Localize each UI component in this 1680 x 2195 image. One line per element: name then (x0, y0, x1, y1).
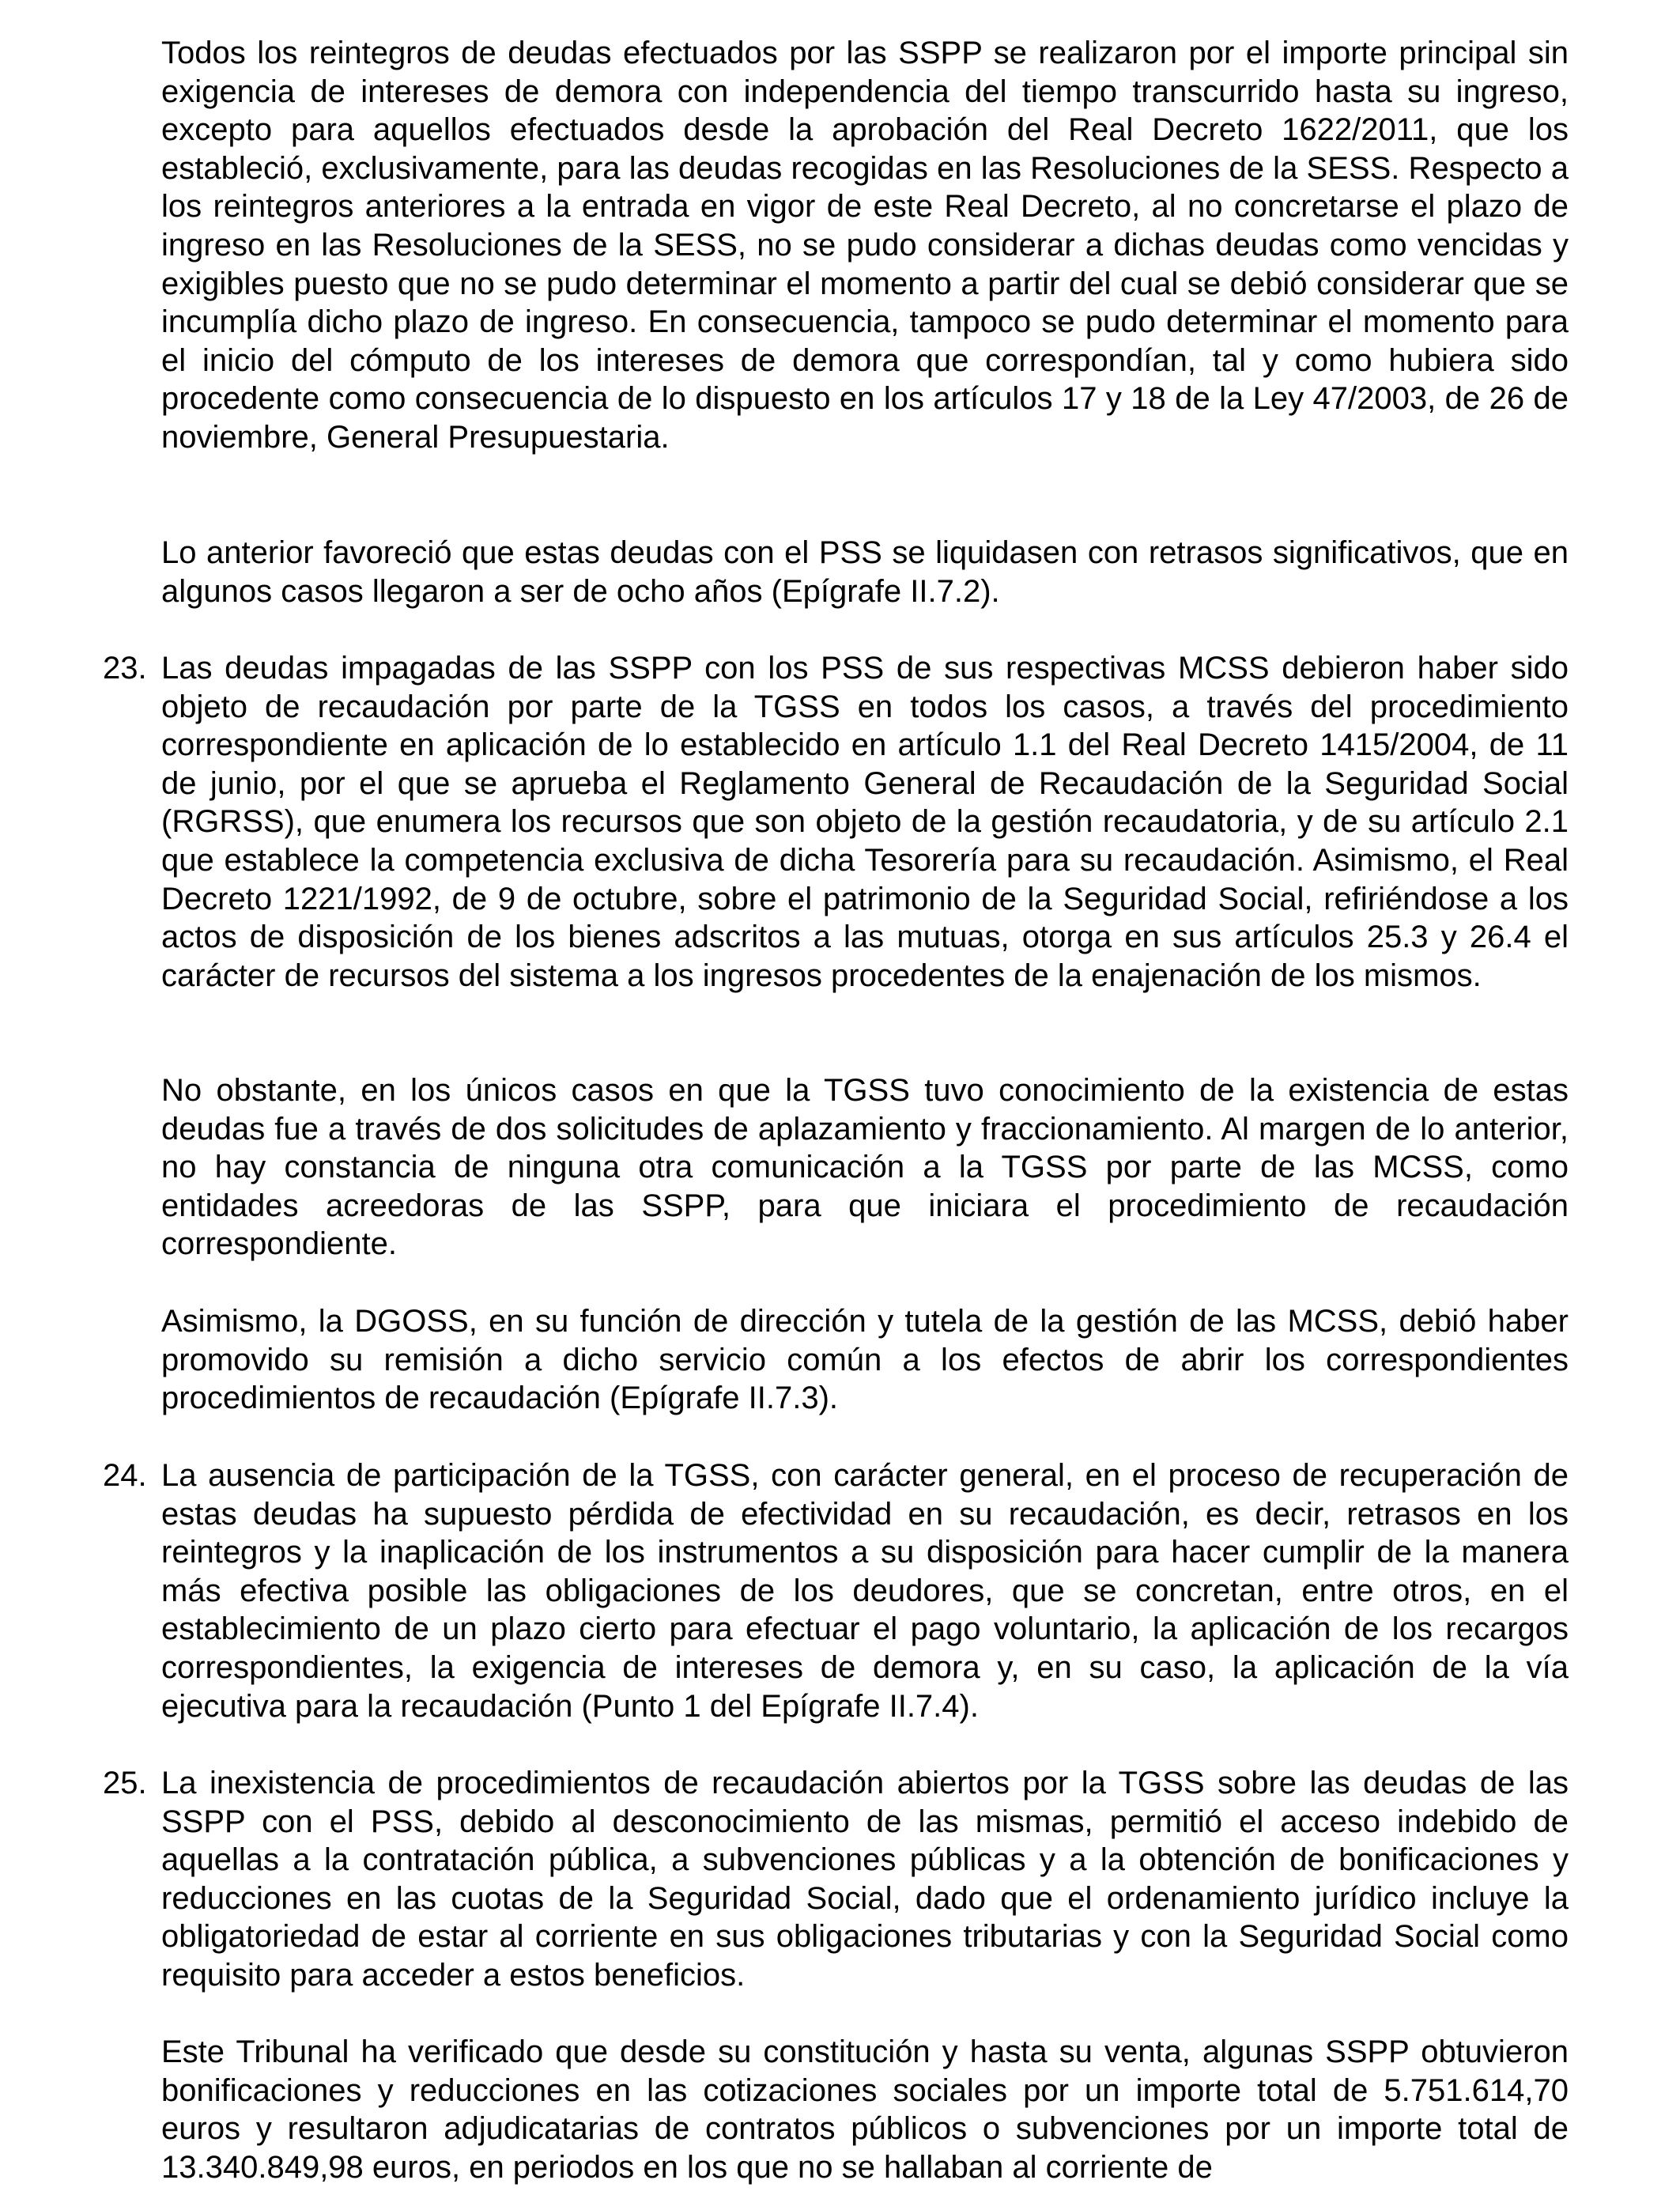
item-number-25: 25. (103, 1766, 147, 1800)
item-23-paragraph-2: No obstante, en los únicos casos en que la TGSS tuvo conocimiento de la existencia de estas deudas fue a través de dos solicitudes de aplazamiento y fraccionamiento. Al margen de lo anterior, no hay constancia de ninguna otra comunicación a la TGSS por parte de las MCSS, como entidades acreedoras de las SSPP, para que iniciara el procedimiento de recaudación correspondiente. (161, 1073, 1569, 1262)
item-23-paragraph-1: Las deudas impagadas de las SSPP con los PSS de sus respectivas MCSS debieron haber sido objeto de recaudación por parte de la TGSS en todos los casos, a través del procedimiento correspondiente en aplicación de lo establecido en artículo 1.1 del Real Decreto 1415/2004, de 11 de junio, por el que se aprueba el Reglamento General de Recaudación de la Seguridad Social (RGRSS), que enumera los recursos que son objeto de la gestión recaudatoria, y de su artículo 2.1 que establece la competencia exclusiva de dicha Tesorería para su recaudación. Asimismo, el Real Decreto 1221/1992, de 9 de octubre, sobre el patrimonio de la Seguridad Social, refiriéndose a los actos de disposición de los bienes adscritos a las mutuas, otorga en sus artículos 25.3 y 26.4 el carácter de recursos del sistema a los ingresos procedentes de la enajenación de los mismos. (161, 651, 1569, 993)
item-25-paragraph-1: La inexistencia de procedimientos de recaudación abiertos por la TGSS sobre las deudas de las SSPP con el PSS, debido al desconocimiento de las mismas, permitió el acceso indebido de aquellas a la contratación pública, a subvenciones públicas y a la obtención de bonificaciones y reducciones en las cuotas de la Seguridad Social, dado que el ordenamiento jurídico incluye la obligatoriedad de estar al corriente en sus obligaciones tributarias y con la Seguridad Social como requisito para acceder a estos beneficios. (161, 1766, 1569, 1993)
item-24-paragraph-1: La ausencia de participación de la TGSS, con carácter general, en el proceso de recuperación de estas deudas ha supuesto pérdida de efectividad en su recaudación, es decir, retrasos en los reintegros y la inaplicación de los instrumentos a su disposición para hacer cumplir de la manera más efectiva posible las obligaciones de los deudores, que se concretan, entre otros, en el establecimiento de un plazo cierto para efectuar el pago voluntario, la aplicación de los recargos correspondientes, la exigencia de intereses de demora y, en su caso, la aplicación de la vía ejecutiva para la recaudación (Punto 1 del Epígrafe II.7.4). (161, 1458, 1569, 1724)
item-25-paragraph-2: Este Tribunal ha verificado que desde su constitución y hasta su venta, algunas SSPP obtuvieron bonificaciones y reducciones en las cotizaciones sociales por un importe total de 5.751.614,70 euros y resultaron adjudicatarias de contratos públicos o subvenciones por un importe total de 13.340.849,98 euros, en periodos en los que no se hallaban al corriente de (161, 2034, 1569, 2185)
intro-paragraph-1: Todos los reintegros de deudas efectuados por las SSPP se realizaron por el importe principal sin exigencia de intereses de demora con independencia del tiempo transcurrido hasta su ingreso, excepto para aquellos efectuados desde la aprobación del Real Decreto 1622/2011, que los estableció, exclusivamente, para las deudas recogidas en las Resoluciones de la SESS. Respecto a los reintegros anteriores a la entrada en vigor de este Real Decreto, al no concretarse el plazo de ingreso en las Resoluciones de la SESS, no se pudo considerar a dichas deudas como vencidas y exigibles puesto que no se pudo determinar el momento a partir del cual se debió considerar que se incumplía dicho plazo de ingreso. En consecuencia, tampoco se pudo determinar el momento para el inicio del cómputo de los intereses de demora que correspondían, tal y como hubiera sido procedente como consecuencia de lo dispuesto en los artículos 17 y 18 de la Ley 47/2003, de 26 de noviembre, General Presupuestaria. (161, 36, 1569, 455)
item-number-23: 23. (103, 651, 147, 686)
item-23-paragraph-3: Asimismo, la DGOSS, en su función de dirección y tutela de la gestión de las MCSS, debió haber promovido su remisión a dicho servicio común a los efectos de abrir los correspondientes procedimientos de recaudación (Epígrafe II.7.3). (161, 1304, 1569, 1416)
intro-paragraph-2: Lo anterior favoreció que estas deudas con el PSS se liquidasen con retrasos significativos, que en algunos casos llegaron a ser de ocho años (Epígrafe II.7.2). (161, 535, 1569, 609)
item-number-24: 24. (103, 1458, 147, 1493)
